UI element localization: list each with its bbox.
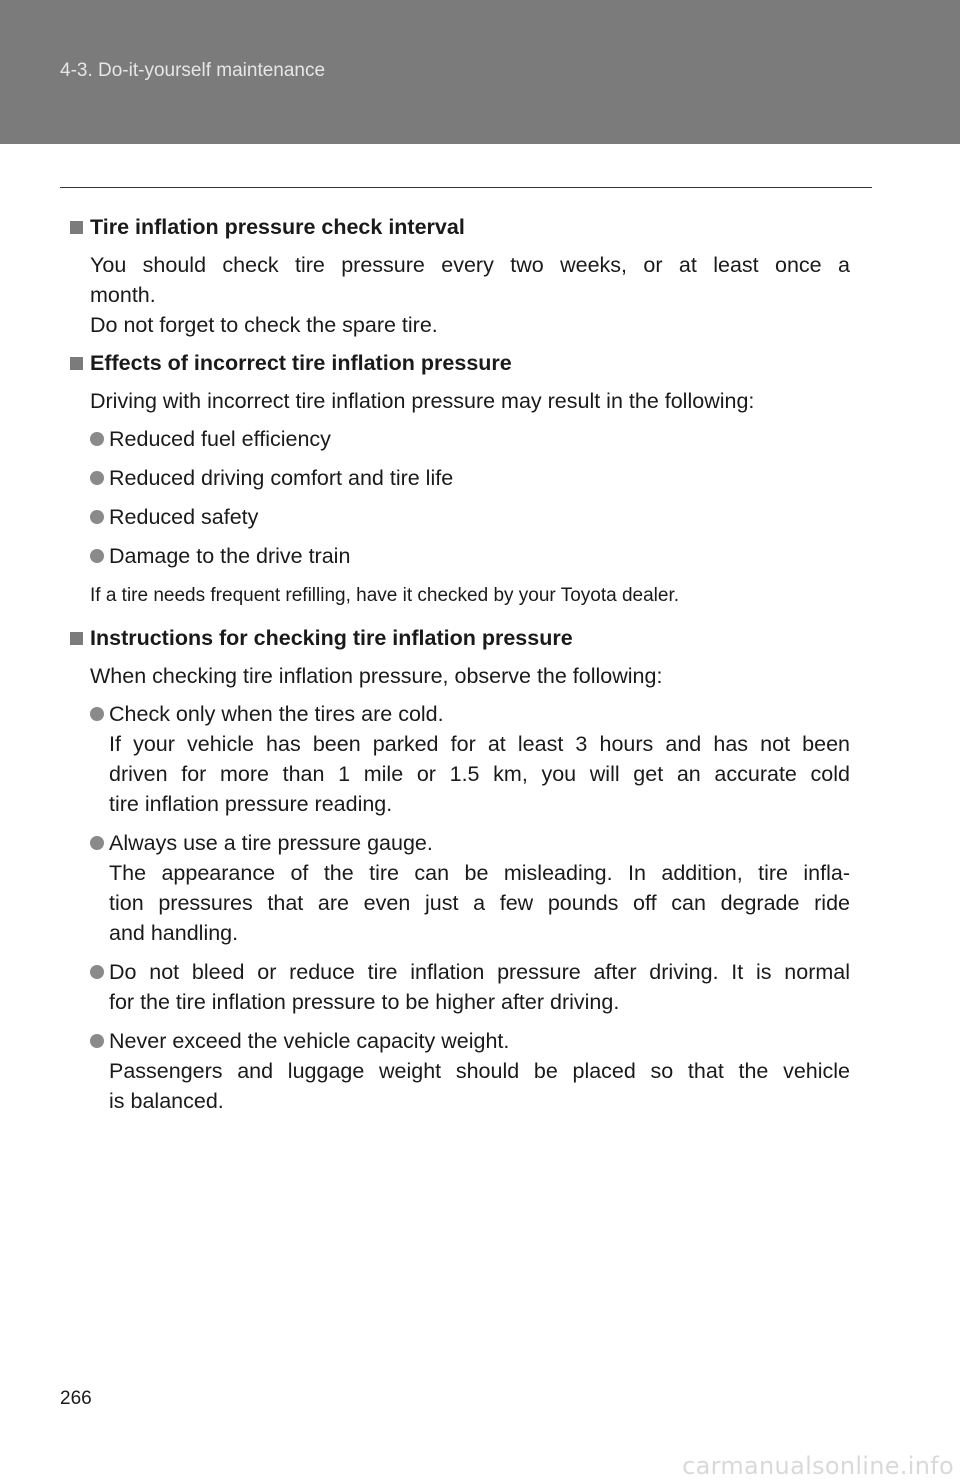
list-item-text: Reduced driving comfort and tire life	[109, 466, 454, 490]
effects-intro: Driving with incorrect tire inflation pressure may result in the following:	[90, 389, 755, 413]
page-number: 266	[60, 1388, 92, 1409]
text-line: You should check tire pressure every two weeks, or at least once a	[90, 253, 850, 277]
list-item	[70, 699, 850, 819]
list-item	[70, 541, 850, 571]
text-line: driven for more than 1 mile or 1.5 km, you will get an accurate cold	[109, 762, 850, 786]
list-item	[70, 424, 850, 454]
square-bullet-icon	[70, 632, 83, 645]
watermark[interactable]: carmanualsonline.info	[682, 1452, 954, 1480]
round-bullet-icon	[90, 1034, 104, 1048]
list-item	[70, 502, 850, 532]
text-line: month.	[90, 283, 156, 307]
square-bullet-icon	[70, 221, 83, 234]
round-bullet-icon	[90, 836, 104, 850]
list-item	[70, 463, 850, 493]
heading-checking-instructions	[70, 623, 850, 653]
heading-incorrect-pressure-effects	[70, 348, 850, 378]
list-item-text: Damage to the drive train	[109, 544, 351, 568]
header-band	[0, 0, 960, 144]
list-item-text: Reduced fuel efficiency	[109, 427, 331, 451]
page-content	[70, 212, 850, 1125]
text-line: Do not forget to check the spare tire.	[90, 313, 438, 337]
text-line: Passengers and luggage weight should be placed so that the vehicle	[109, 1059, 850, 1083]
square-bullet-icon	[70, 357, 83, 370]
heading-text: Instructions for checking tire inflation pressure	[90, 626, 573, 650]
text-line: If your vehicle has been parked for at least 3 hours and has not been	[109, 732, 850, 756]
round-bullet-icon	[90, 707, 104, 721]
text-line: Never exceed the vehicle capacity weight.	[109, 1029, 510, 1053]
heading-text: Effects of incorrect tire inflation pressure	[90, 351, 512, 375]
round-bullet-icon	[90, 471, 104, 485]
round-bullet-icon	[90, 510, 104, 524]
interval-paragraph	[70, 250, 850, 340]
list-item	[70, 1026, 850, 1116]
text-line: is balanced.	[109, 1089, 224, 1113]
list-item	[70, 957, 850, 1017]
list-item	[70, 828, 850, 948]
instructions-intro: When checking tire inflation pressure, observe the following:	[90, 664, 663, 688]
text-line: Do not bleed or reduce tire inflation pressure after driving. It is normal	[109, 960, 850, 984]
round-bullet-icon	[90, 549, 104, 563]
text-line: Always use a tire pressure gauge.	[109, 831, 433, 855]
list-item-text: Reduced safety	[109, 505, 259, 529]
heading-text: Tire inflation pressure check interval	[90, 215, 465, 239]
round-bullet-icon	[90, 965, 104, 979]
text-line: tion pressures that are even just a few pounds off can degrade ride	[109, 891, 850, 915]
text-line: and handling.	[109, 921, 239, 945]
section-label: 4-3. Do-it-yourself maintenance	[60, 60, 326, 81]
text-line: Check only when the tires are cold.	[109, 702, 444, 726]
text-line: tire inflation pressure reading.	[109, 792, 393, 816]
header-divider	[60, 187, 872, 188]
dealer-note: If a tire needs frequent refilling, have it checked by your Toyota dealer.	[90, 585, 679, 606]
heading-check-interval	[70, 212, 850, 242]
text-line: for the tire inflation pressure to be higher after driving.	[109, 990, 620, 1014]
round-bullet-icon	[90, 432, 104, 446]
text-line: The appearance of the tire can be misleading. In addition, tire infla-	[109, 861, 850, 885]
